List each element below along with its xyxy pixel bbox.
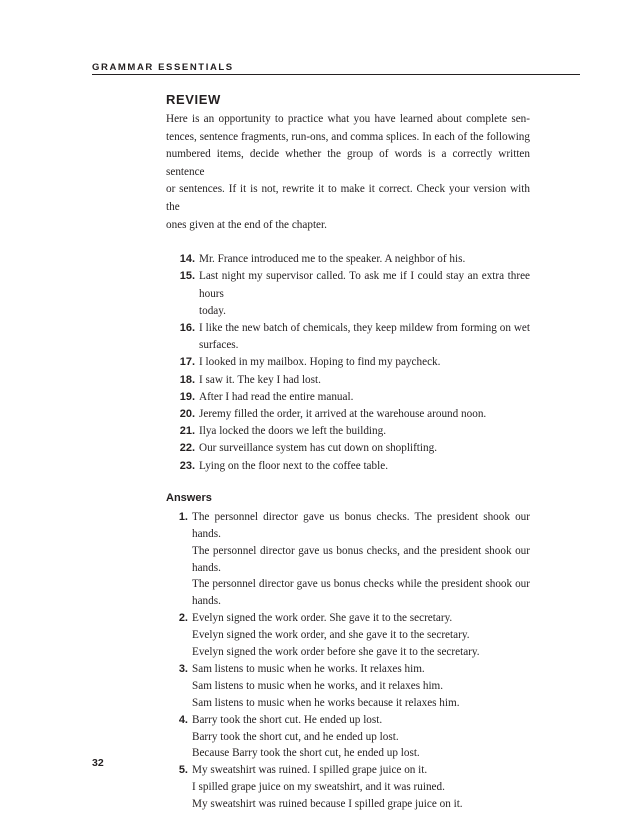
answer-text: Evelyn signed the work order. She gave it to the secretary. bbox=[192, 612, 453, 625]
answer-item bbox=[166, 509, 530, 610]
header-rule bbox=[92, 74, 580, 75]
exercise-number: 19. bbox=[179, 390, 195, 403]
answer-text: Evelyn signed the work order, and she gave it to the secretary. bbox=[192, 629, 470, 642]
exercise-list bbox=[166, 251, 530, 475]
exercise-text: Our surveillance system has cut down on shoplifting. bbox=[199, 442, 438, 455]
exercise-text: I looked in my mailbox. Hoping to find my paycheck. bbox=[199, 356, 441, 369]
answers-list bbox=[166, 509, 530, 813]
answer-item bbox=[166, 762, 530, 813]
exercise-number: 21. bbox=[179, 425, 195, 438]
answers-heading: Answers bbox=[166, 491, 212, 504]
answer-text: Sam listens to music when he works. It relaxes him. bbox=[192, 662, 425, 675]
main-content bbox=[166, 92, 530, 813]
exercise-text: I saw it. The key I had lost. bbox=[199, 373, 321, 386]
exercise-item bbox=[173, 423, 530, 440]
answer-number: 5. bbox=[178, 764, 188, 777]
exercise-number: 20. bbox=[179, 407, 195, 420]
intro-line: tences, sentence fragments, run-ons, and comma splices. In each of the following bbox=[166, 130, 530, 143]
answer-text: The personnel director gave us bonus checks while the president shook our bbox=[192, 578, 530, 591]
answer-text: Sam listens to music when he works, and it relaxes him. bbox=[192, 679, 444, 692]
answer-item bbox=[166, 661, 530, 712]
running-head: GRAMMAR ESSENTIALS bbox=[92, 62, 234, 73]
exercise-item bbox=[173, 320, 530, 354]
exercise-item bbox=[173, 389, 530, 406]
answer-text: The personnel director gave us bonus checks, and the president shook our bbox=[192, 544, 530, 557]
exercise-text: Last night my supervisor called. To ask me if I could stay an extra three hours bbox=[199, 270, 530, 300]
exercise-number: 14. bbox=[179, 253, 195, 266]
exercise-text: surfaces. bbox=[199, 339, 239, 352]
exercise-item bbox=[173, 354, 530, 371]
answer-number: 1. bbox=[178, 510, 188, 523]
answer-text: Barry took the short cut. He ended up lost. bbox=[192, 713, 383, 726]
exercise-text: Mr. France introduced me to the speaker. A neighbor of his. bbox=[199, 253, 466, 266]
intro-line: ones given at the end of the chapter. bbox=[166, 218, 327, 231]
exercise-item bbox=[173, 268, 530, 320]
section-title: REVIEW bbox=[166, 92, 221, 107]
answer-text: hands. bbox=[192, 527, 221, 540]
answer-item bbox=[166, 712, 530, 763]
exercise-number: 23. bbox=[179, 459, 195, 472]
review-intro bbox=[166, 111, 530, 234]
exercise-number: 16. bbox=[179, 321, 195, 334]
exercise-item bbox=[173, 251, 530, 268]
answer-text: hands. bbox=[192, 561, 221, 574]
exercise-number: 18. bbox=[179, 373, 195, 386]
answer-item bbox=[166, 610, 530, 661]
exercise-item bbox=[173, 372, 530, 389]
answer-text: Evelyn signed the work order before she gave it to the secretary. bbox=[192, 646, 480, 659]
page-number: 32 bbox=[92, 757, 104, 769]
answer-text: The personnel director gave us bonus checks. The president shook our bbox=[192, 510, 530, 523]
answer-number: 3. bbox=[178, 662, 188, 675]
answer-text: I spilled grape juice on my sweatshirt, and it was ruined. bbox=[192, 781, 445, 794]
intro-line: or sentences. If it is not, rewrite it to make it correct. Check your version with the bbox=[166, 183, 530, 213]
exercise-text: Jeremy filled the order, it arrived at the warehouse around noon. bbox=[199, 407, 487, 420]
exercise-text: today. bbox=[199, 304, 226, 317]
exercise-text: Lying on the floor next to the coffee table. bbox=[199, 459, 388, 472]
answer-number: 2. bbox=[178, 612, 188, 625]
exercise-number: 17. bbox=[179, 356, 195, 369]
exercise-item bbox=[173, 458, 530, 475]
answer-text: Sam listens to music when he works because it relaxes him. bbox=[192, 696, 460, 709]
answer-text: My sweatshirt was ruined because I spilled grape juice on it. bbox=[192, 798, 463, 811]
exercise-text: I like the new batch of chemicals, they keep mildew from forming on wet bbox=[199, 321, 530, 334]
exercise-text: Ilya locked the doors we left the building. bbox=[199, 425, 387, 438]
exercise-item bbox=[173, 440, 530, 457]
exercise-item bbox=[173, 406, 530, 423]
exercise-number: 22. bbox=[179, 442, 195, 455]
answer-number: 4. bbox=[178, 713, 188, 726]
answer-text: My sweatshirt was ruined. I spilled grape juice on it. bbox=[192, 764, 428, 777]
exercise-text: After I had read the entire manual. bbox=[199, 390, 354, 403]
answer-text: hands. bbox=[192, 595, 221, 608]
answer-text: Barry took the short cut, and he ended up lost. bbox=[192, 730, 399, 743]
intro-line: Here is an opportunity to practice what you have learned about complete sen- bbox=[166, 113, 530, 125]
exercise-number: 15. bbox=[179, 270, 195, 283]
intro-line: numbered items, decide whether the group of words is a correctly written sentence bbox=[166, 148, 530, 178]
answer-text: Because Barry took the short cut, he ended up lost. bbox=[192, 747, 420, 760]
